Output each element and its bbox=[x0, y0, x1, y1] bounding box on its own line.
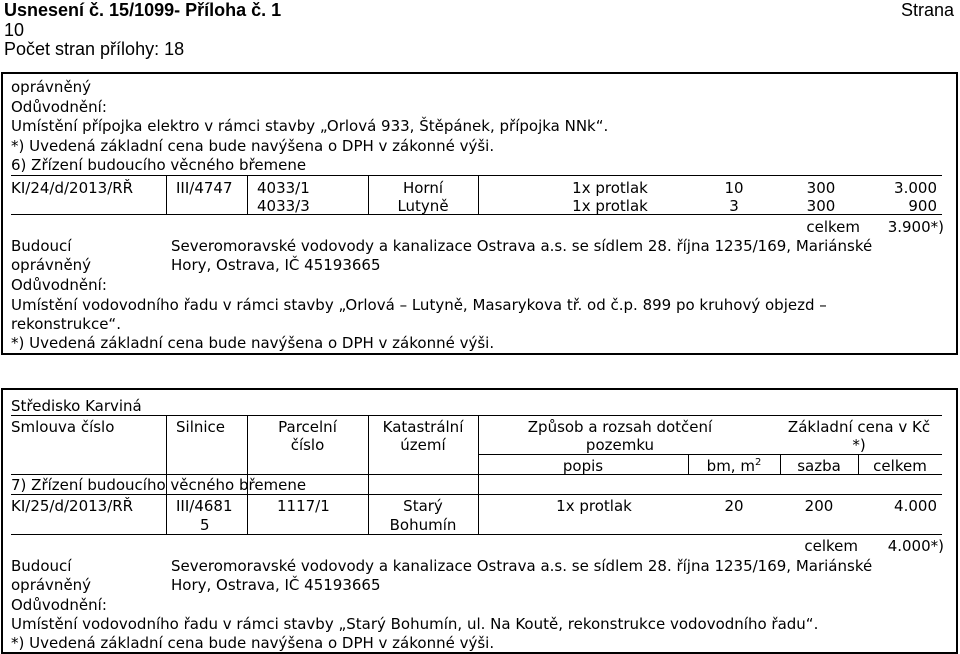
method-description: 1x protlak bbox=[572, 197, 648, 215]
holder-name: Hory, Ostrava, IČ 45193665 bbox=[171, 256, 381, 274]
sum-label: celkem bbox=[806, 218, 860, 236]
divider bbox=[11, 534, 942, 535]
grid-line bbox=[858, 454, 859, 474]
rate: 200 bbox=[804, 497, 834, 515]
total: 3.000 bbox=[894, 179, 937, 197]
column-header-m2: bm, $m^2$ bbox=[706, 457, 762, 475]
divider bbox=[11, 175, 942, 176]
cadastral-area: Starý bbox=[403, 497, 443, 515]
column-header-total: celkem bbox=[873, 457, 927, 475]
contract-number: KI/25/d/2013/RŘ bbox=[11, 497, 134, 515]
parcel-number: 4033/3 bbox=[257, 197, 310, 215]
reason-label: Odůvodnění: bbox=[11, 596, 107, 614]
rate: 300 bbox=[806, 179, 836, 197]
holder-name: Severomoravské vodovody a kanalizace Ostrava a.s. se sídlem 28. října 1235/169, Mariánské bbox=[171, 557, 873, 575]
reason-text: rekonstrukce“. bbox=[11, 315, 121, 333]
road-number: 5 bbox=[200, 516, 210, 534]
column-header-desc: popis bbox=[562, 457, 604, 475]
future-holder-label: oprávněný bbox=[11, 576, 92, 594]
reason-text: Umístění vodovodního řadu v rámci stavby „Orlová – Lutyně, Masarykova tř. od č.p. 899 po kruhový objezd – bbox=[11, 296, 827, 314]
divider bbox=[11, 214, 942, 215]
area-m2: 3 bbox=[729, 197, 739, 215]
section-heading: 6) Zřízení budoucího věcného břemene bbox=[11, 156, 307, 174]
reason-text: Umístění přípojka elektro v rámci stavby „Orlová 933, Štěpánek, přípojka NNk“. bbox=[11, 117, 609, 135]
divider bbox=[11, 474, 942, 475]
road-number: III/4681 bbox=[176, 497, 233, 515]
column-header-method: Způsob a rozsah dotčení bbox=[527, 418, 713, 436]
cadastral-area: Lutyně bbox=[397, 197, 449, 215]
rate: 300 bbox=[806, 197, 836, 215]
divider bbox=[478, 454, 942, 455]
reason-label: Odůvodnění: bbox=[11, 276, 107, 294]
total: 900 bbox=[908, 197, 937, 215]
cadastral-area: Bohumín bbox=[389, 516, 457, 534]
contract-number: KI/24/d/2013/RŘ bbox=[11, 179, 134, 197]
column-header-method: pozemku bbox=[585, 436, 655, 454]
sum-value: 3.900*) bbox=[887, 218, 944, 236]
method-description: 1x protlak bbox=[572, 179, 648, 197]
page-number: 10 bbox=[4, 20, 25, 40]
center-name: Středisko Karviná bbox=[11, 397, 142, 415]
cadastral-area: Horní bbox=[402, 179, 444, 197]
holder-label-tail: oprávněný bbox=[11, 78, 92, 96]
holder-name: Severomoravské vodovody a kanalizace Ostrava a.s. se sídlem 28. října 1235/169, Mariánské bbox=[171, 237, 873, 255]
future-holder-label: Budoucí bbox=[11, 237, 72, 255]
parcel-number: 4033/1 bbox=[257, 179, 310, 197]
grid-line bbox=[247, 415, 248, 534]
parcel-number: 1117/1 bbox=[277, 497, 330, 515]
page-label: Strana bbox=[900, 0, 954, 20]
area-m2: 20 bbox=[724, 497, 744, 515]
road-number: III/4747 bbox=[176, 179, 233, 197]
reason-label: Odůvodnění: bbox=[11, 98, 107, 116]
future-holder-label: oprávněný bbox=[11, 256, 92, 274]
divider bbox=[11, 415, 942, 416]
grid-line bbox=[688, 454, 689, 474]
grid-line bbox=[166, 175, 167, 214]
sum-label: celkem bbox=[804, 537, 858, 555]
grid-line bbox=[478, 415, 479, 534]
document-title: Usnesení č. 15/1099- Příloha č. 1 bbox=[4, 0, 282, 20]
vat-note: *) Uvedená základní cena bude navýšena o DPH v zákonné výši. bbox=[11, 634, 495, 652]
grid-line bbox=[478, 175, 479, 214]
reason-text: Umístění vodovodního řadu v rámci stavby „Starý Bohumín, ul. Na Koutě, rekonstrukce vodovodního řadu“. bbox=[11, 615, 819, 633]
column-header-parcel: Parcelní bbox=[278, 418, 337, 436]
section-heading: 7) Zřízení budoucího věcného břemene bbox=[11, 476, 307, 494]
column-header-parcel: číslo bbox=[290, 436, 325, 454]
method-description: 1x protlak bbox=[556, 497, 632, 515]
area-m2: 10 bbox=[724, 179, 744, 197]
vat-note: *) Uvedená základní cena bude navýšena o DPH v zákonné výši. bbox=[11, 137, 495, 155]
total: 4.000 bbox=[894, 497, 937, 515]
divider bbox=[11, 494, 942, 495]
grid-line bbox=[166, 415, 167, 534]
holder-name: Hory, Ostrava, IČ 45193665 bbox=[171, 576, 381, 594]
column-header-area: území bbox=[400, 436, 446, 454]
column-header-rate: sazba bbox=[797, 457, 841, 475]
column-header-price: *) bbox=[852, 436, 866, 454]
vat-note: *) Uvedená základní cena bude navýšena o DPH v zákonné výši. bbox=[11, 334, 495, 352]
column-header-price: Základní cena v Kč bbox=[787, 418, 931, 436]
total-pages: Počet stran přílohy: 18 bbox=[4, 39, 185, 59]
column-header-area: Katastrální bbox=[382, 418, 464, 436]
grid-line bbox=[368, 415, 369, 534]
future-holder-label: Budoucí bbox=[11, 557, 72, 575]
sum-value: 4.000*) bbox=[887, 537, 944, 555]
column-header-contract: Smlouva číslo bbox=[11, 418, 115, 436]
grid-line bbox=[247, 175, 248, 214]
column-header-road: Silnice bbox=[176, 418, 226, 436]
grid-line bbox=[368, 175, 369, 214]
grid-line bbox=[780, 454, 781, 474]
